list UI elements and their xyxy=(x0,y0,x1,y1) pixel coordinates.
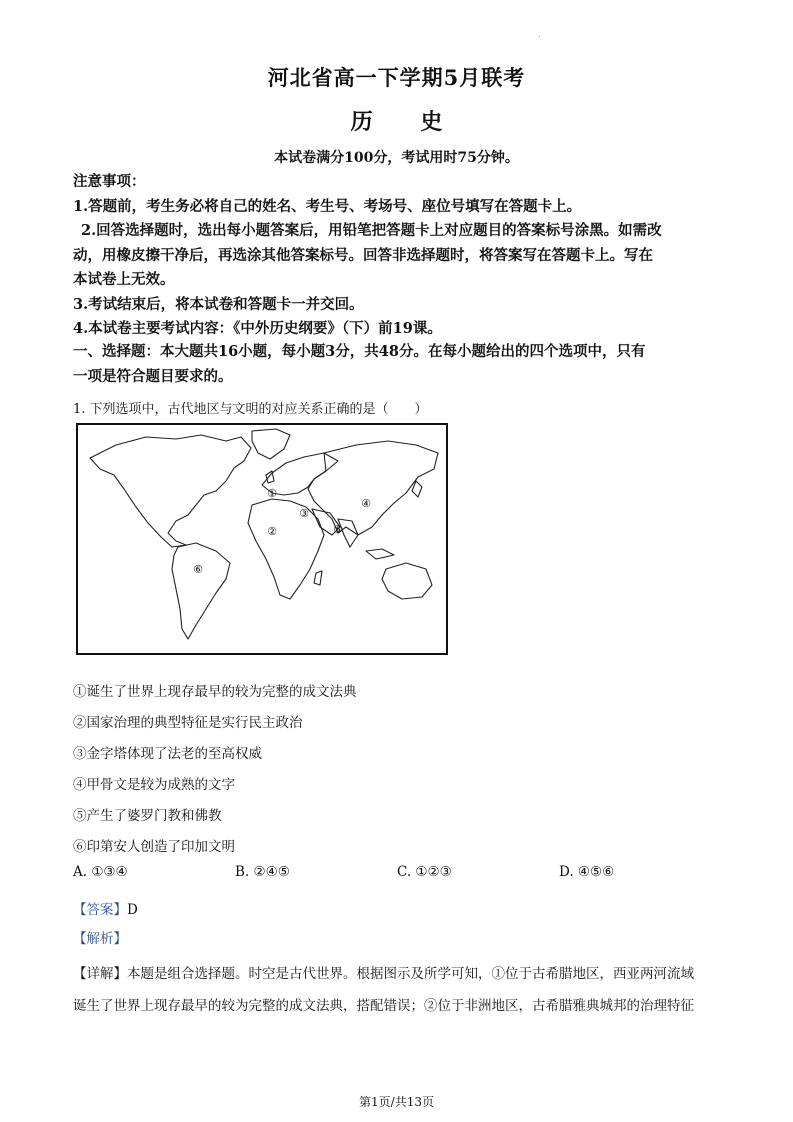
map-marker-6: ⑥ xyxy=(193,563,203,576)
section-line: 一、选择题：本大题共16小题，每小题3分，共48分。在每小题给出的四个选项中，只有 xyxy=(73,343,646,360)
answer-value: D xyxy=(127,902,138,918)
notes-item: 4.本试卷主要考试内容：《中外历史纲要》（下）前19课。 xyxy=(73,320,442,337)
choice-d: D. ④⑤⑥ xyxy=(559,864,615,880)
answer-tag: 【答案】 xyxy=(73,902,127,918)
map-marker-5: ⑤ xyxy=(333,523,343,536)
world-map-image xyxy=(76,423,448,655)
map-marker-3: ③ xyxy=(299,507,309,520)
detail-block xyxy=(73,958,723,1022)
page-footer: 第1页/共13页 xyxy=(359,1095,434,1109)
notes-item: 2.回答选择题时，选出每小题答案后，用铅笔把答题卡上对应题目的答案标号涂黑。如需改 xyxy=(81,222,662,239)
statement-4: ④甲骨文是较为成熟的文字 xyxy=(73,777,235,793)
choice-c: C. ①②③ xyxy=(397,864,452,880)
detail-line: 【详解】本题是组合选择题。时空是古代世界。根据图示及所学可知，①位于古希腊地区，西亚两河流域 xyxy=(73,966,694,982)
answer-line xyxy=(73,898,138,918)
statement-1: ①诞生了世界上现存最早的较为完整的成文法典 xyxy=(73,684,357,700)
map-marker-1: ① xyxy=(267,487,277,500)
statement-2: ②国家治理的典型特征是实行民主政治 xyxy=(73,715,303,731)
subject-heading: 历 史 xyxy=(350,109,463,135)
map-marker-2: ② xyxy=(267,525,277,538)
section-heading xyxy=(73,340,723,389)
section-line: 一项是符合题目要求的。 xyxy=(73,367,233,385)
question-stem: 1. 下列选项中，古代地区与文明的对应关系正确的是（ ） xyxy=(73,402,428,417)
notes-item: 动，用橡皮擦干净后，再选涂其他答案标号。回答非选择题时，将答案写在答题卡上。写在 xyxy=(73,246,653,264)
statement-5: ⑤产生了婆罗门教和佛教 xyxy=(73,808,222,824)
notes-item: 3.考试结束后，将本试卷和答题卡一并交回。 xyxy=(73,295,364,313)
notes-item: 1.答题前，考生务必将自己的姓名、考生号、考场号、座位号填写在答题卡上。 xyxy=(73,197,582,215)
notes-block xyxy=(73,170,723,342)
map-marker-4: ④ xyxy=(361,497,371,510)
notes-heading: 注意事项： xyxy=(73,173,146,190)
statement-6: ⑥印第安人创造了印加文明 xyxy=(73,839,235,855)
choice-a: A. ①③④ xyxy=(73,864,128,880)
exam-info: 本试卷满分100分，考试用时75分钟。 xyxy=(274,150,519,166)
detail-line: 诞生了世界上现存最早的较为完整的成文法典，搭配错误；②位于非洲地区，古希腊雅典城邦的治理特征 xyxy=(73,998,694,1014)
exam-title: 河北省高一下学期5月联考 xyxy=(267,65,526,90)
stray-dot: . xyxy=(538,30,541,39)
notes-item: 本试卷上无效。 xyxy=(73,271,175,288)
analysis-tag: 【解析】 xyxy=(73,931,127,947)
choice-b: B. ②④⑤ xyxy=(235,864,290,880)
statement-3: ③金字塔体现了法老的至高权威 xyxy=(73,746,262,762)
